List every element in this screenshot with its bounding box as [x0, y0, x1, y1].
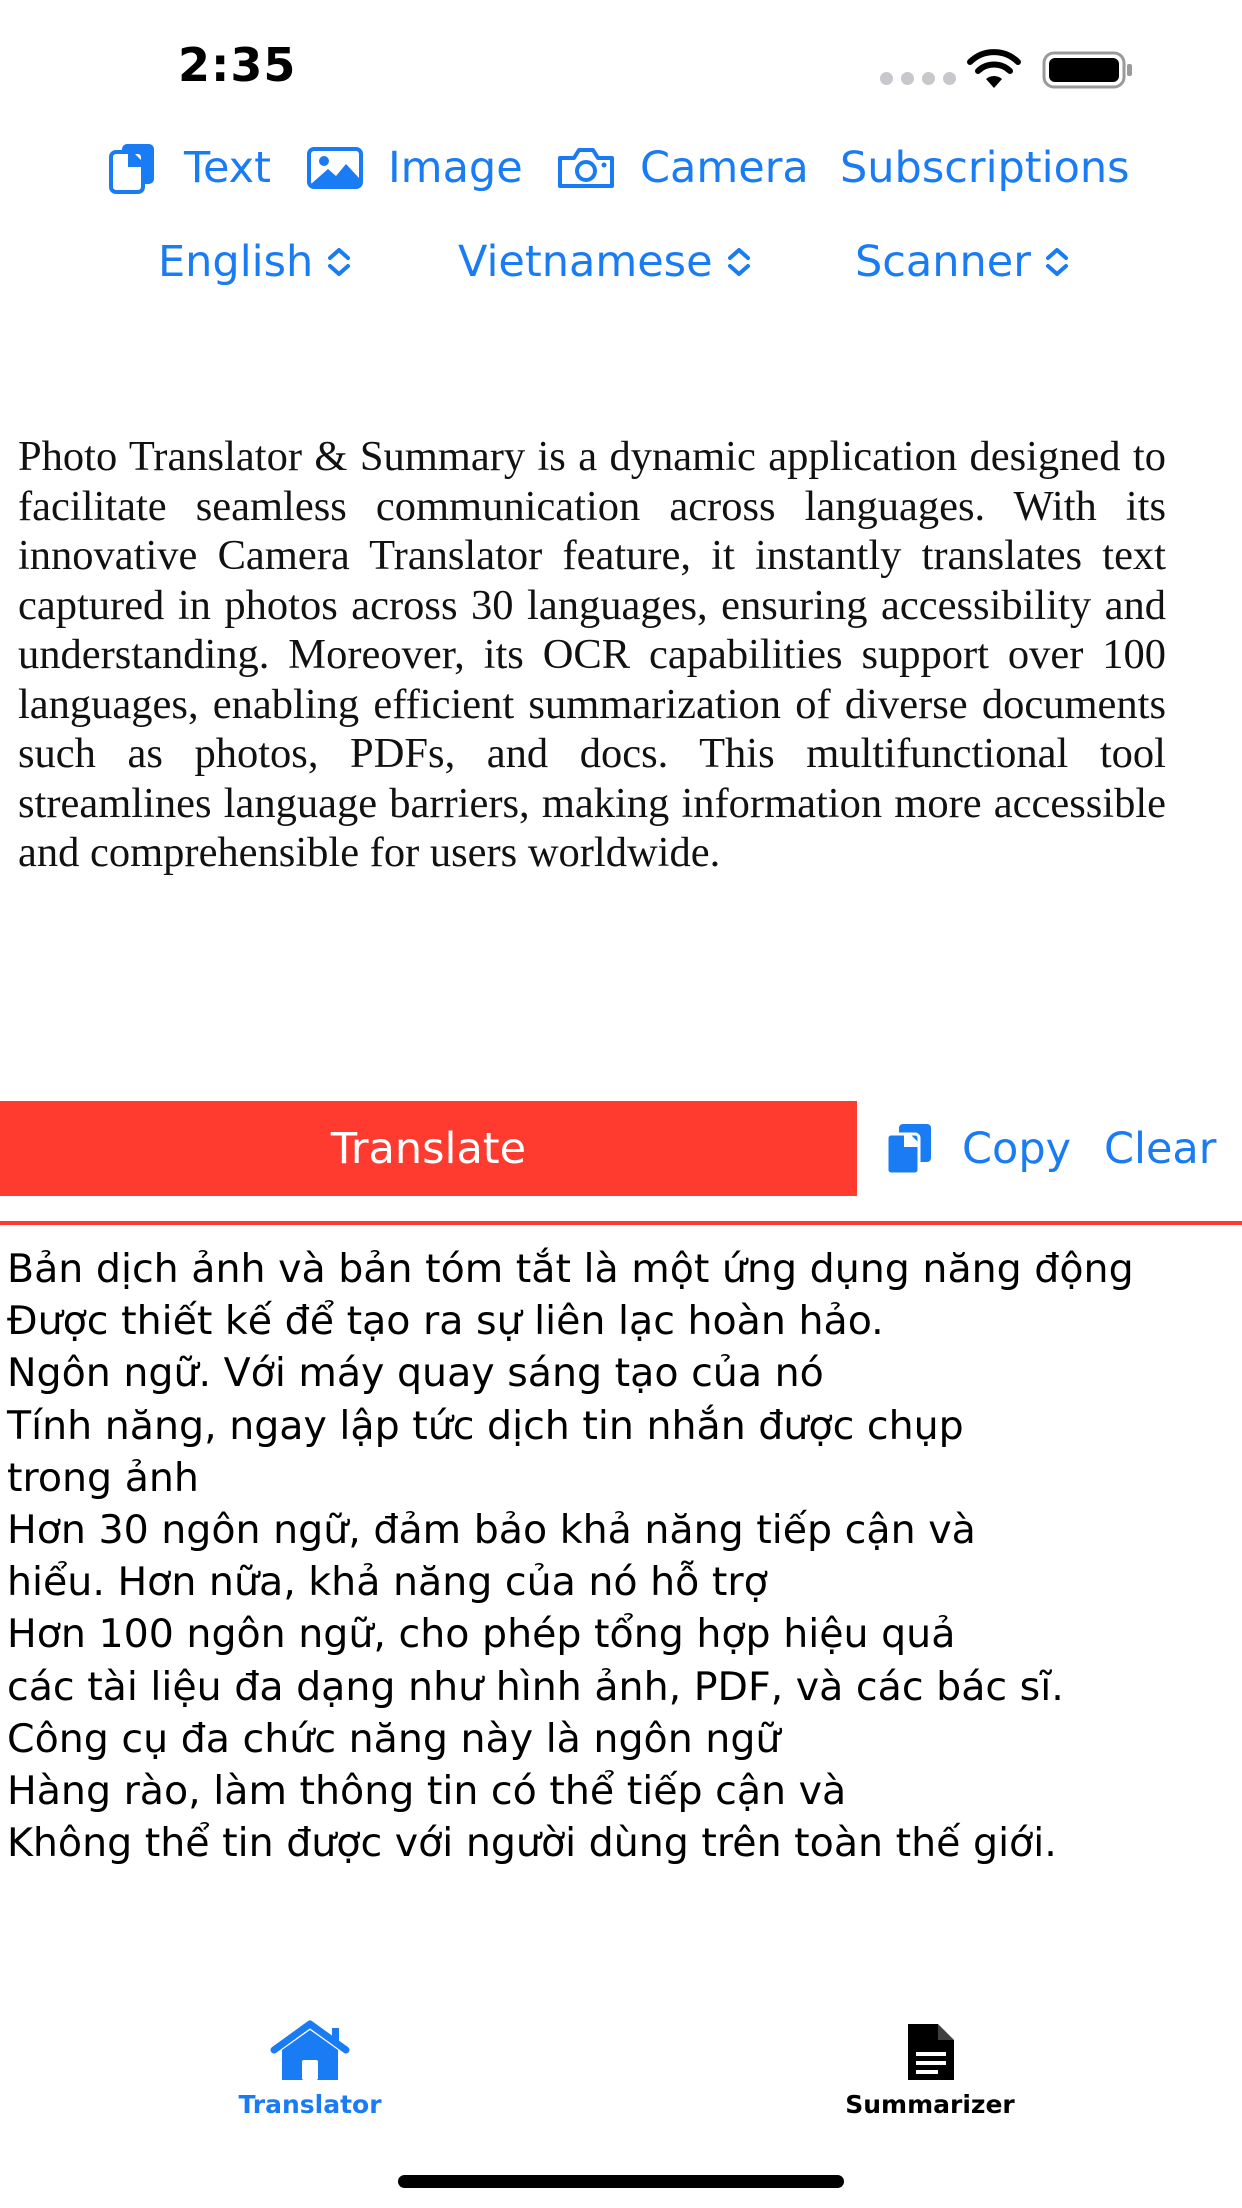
chevron-up-down-icon — [1043, 245, 1071, 279]
camera-mode-label: Camera — [640, 143, 809, 193]
translated-line: Không thể tin được với người dùng trên toàn thế giới. — [7, 1820, 1057, 1867]
source-text-image: Photo Translator & Summary is a dynamic application designed to facilitate seamless communication across languages. With its innovative Camera Translator feature, it instantly translates text captured in photos across 30 languages, ensuring accessibility and understanding. Moreover, its OCR capabilities support over 100 languages, enabling efficient summarization of diverse documents such as photos, PDFs, and docs. This multifunctional tool streamlines language barriers, making information more accessible and comprehensible for users worldwide. — [18, 433, 1166, 876]
chevron-up-down-icon — [725, 245, 753, 279]
translated-line: Hơn 30 ngôn ngữ, đảm bảo khả năng tiếp cận và — [7, 1507, 976, 1554]
copy-document-icon — [884, 1122, 934, 1176]
cellular-signal-icon — [880, 72, 956, 85]
camera-mode-button[interactable] — [556, 128, 809, 208]
text-mode-label: Text — [184, 143, 271, 193]
subscriptions-button[interactable] — [840, 128, 1130, 208]
status-time: 2:35 — [178, 38, 297, 92]
tab-translator-label: Translator — [238, 2090, 382, 2119]
copy-pages-icon — [106, 141, 160, 195]
camera-icon — [556, 146, 616, 190]
subscriptions-label: Subscriptions — [840, 143, 1130, 193]
mode-picker[interactable] — [855, 232, 1071, 292]
copy-button-label: Copy — [962, 1124, 1072, 1174]
image-mode-button[interactable] — [306, 128, 523, 208]
translated-line: Tính năng, ngay lập tức dịch tin nhắn được chụp — [7, 1402, 964, 1449]
source-language-label: English — [158, 237, 314, 287]
translate-button[interactable] — [0, 1101, 857, 1196]
clear-button[interactable] — [1104, 1118, 1216, 1180]
mode-toolbar — [0, 128, 1242, 208]
translated-line: Ngôn ngữ. Với máy quay sáng tạo của nó — [7, 1350, 824, 1397]
photo-icon — [306, 146, 364, 190]
target-language-picker[interactable] — [458, 232, 753, 292]
tab-translator[interactable] — [180, 2020, 440, 2119]
text-mode-button[interactable] — [106, 128, 271, 208]
translated-text — [7, 1243, 1237, 1869]
translated-line: Bản dịch ảnh và bản tóm tắt là một ứng dụng năng động — [7, 1246, 1134, 1292]
translated-line: các tài liệu đa dạng như hình ảnh, PDF, và các bác sĩ. — [7, 1663, 1064, 1710]
translated-line: trong ảnh — [7, 1454, 199, 1501]
mode-picker-label: Scanner — [855, 237, 1031, 287]
target-language-label: Vietnamese — [458, 237, 713, 287]
source-language-picker[interactable] — [158, 232, 353, 292]
house-icon — [268, 2020, 352, 2084]
translated-line: Công cụ đa chức năng này là ngôn ngữ — [7, 1715, 781, 1762]
document-icon — [898, 2020, 962, 2084]
wifi-icon — [964, 48, 1024, 92]
battery-icon — [1042, 50, 1134, 90]
image-mode-label: Image — [388, 143, 523, 193]
translated-line: Hàng rào, làm thông tin có thể tiếp cận và — [7, 1768, 847, 1815]
chevron-up-down-icon — [325, 245, 353, 279]
translate-button-label: Translate — [330, 1123, 527, 1174]
home-indicator — [398, 2175, 844, 2188]
copy-button[interactable] — [884, 1118, 1071, 1180]
tab-summarizer[interactable] — [800, 2020, 1060, 2119]
translated-line: Hơn 100 ngôn ngữ, cho phép tổng hợp hiệu quả — [7, 1611, 956, 1658]
translated-line: Được thiết kế để tạo ra sự liên lạc hoàn hảo. — [7, 1298, 884, 1345]
translated-line: hiểu. Hơn nữa, khả năng của nó hỗ trợ — [7, 1559, 768, 1606]
divider — [0, 1221, 1242, 1225]
clear-button-label: Clear — [1104, 1124, 1217, 1174]
tab-summarizer-label: Summarizer — [845, 2090, 1015, 2119]
